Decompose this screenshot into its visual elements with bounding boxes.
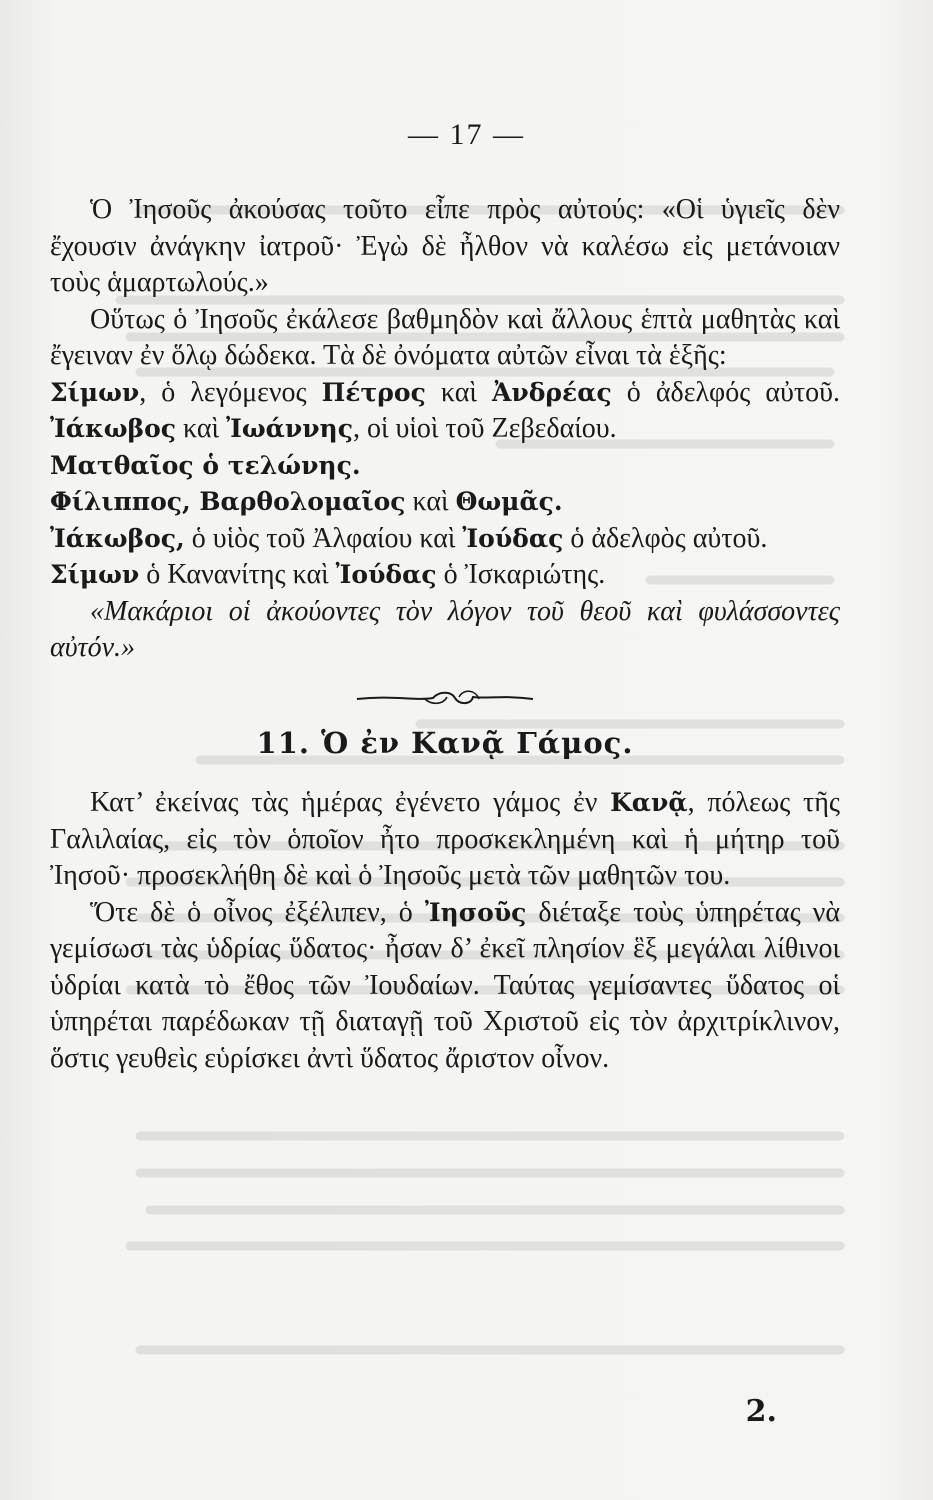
bold-name: Σίμων <box>50 560 140 589</box>
bold-name: Ἰούδας <box>462 523 564 553</box>
text-run: Κατ’ ἐκείνας τὰς ἡμέρας ἐγένετο γάμος ἐν <box>90 787 611 818</box>
bold-name: Φίλιππος, Βαρθολομαῖος <box>50 487 406 516</box>
section-paragraph <box>50 895 840 1078</box>
paragraph: Ὁ Ἰησοῦς ἀκούσας τοῦτο εἶπε πρὸς αὐτούς: «Οἱ ὑγιεῖς δὲν ἔχουσιν ἀνάγκην ἰατροῦ· Ἐγὼ δὲ ἦλθον νὰ καλέσω εἰς μετάνοιαν τοὺς ἁμαρτωλούς.» <box>50 194 840 298</box>
scripture-quote: «Μακάριοι οἱ ἀκούοντες τὸν λόγον τοῦ θεοῦ καὶ φυλάσσοντες αὐτόν.» <box>50 595 840 663</box>
text-run: ὁ Ἰσκαριώτης. <box>436 559 606 590</box>
text-run: , ὁ λεγόμενος <box>139 376 322 408</box>
decorative-divider-icon <box>355 683 535 713</box>
text-run: ὁ υἱὸς τοῦ Ἀλφαίου καὶ <box>184 522 463 554</box>
text-run: ὁ Κανανίτης καὶ <box>139 559 336 590</box>
bold-name: Ἰούδας <box>335 560 437 589</box>
bold-name: Ἰησοῦς <box>424 897 527 927</box>
text-run: καὶ <box>176 413 227 444</box>
bold-name: Ἀνδρέας <box>492 377 612 407</box>
text-run: Ὅτε δὲ ὁ οἶνος ἐξέλιπεν, ὁ <box>90 896 425 928</box>
text-run: , πόλεως τῆς Γαλιλαίας, εἰς τὸν ὁποῖον ἦτο προσκεκλημένη καὶ ἡ μήτηρ τοῦ Ἰησοῦ· προσεκλήθη δὲ καὶ ὁ Ἰησοῦς μετὰ τῶν μαθητῶν του. <box>50 787 840 891</box>
text-run: καὶ <box>425 376 493 408</box>
apostle-names-line <box>50 484 840 521</box>
bold-name: Θωμᾶς. <box>455 487 563 516</box>
bold-name: Πέτρος <box>321 377 426 407</box>
bold-name: Σίμων <box>50 377 140 407</box>
section-heading: 11. Ὁ ἐν Κανᾷ Γάμος. <box>256 725 634 760</box>
printer-signature-mark: 2. <box>745 1394 777 1429</box>
text-run: διέταξε τοὺς ὑπηρέτας νὰ γεμίσωσι τὰς ὑδρίας ὕδατος· ἦσαν δ’ ἐκεῖ πλησίον ἓξ μεγάλαι λίθινοι ὑδρίαι κατὰ τὸ ἔθος τῶν Ἰουδαίων. Ταύτας γεμίσαντες ὕδατος οἱ ὑπηρέται παρέδωκαν τῇ διαταγῇ τοῦ Χριστοῦ εἰς τὸν ἀρχιτρίκλινον, ὅστις γευθεὶς εὑρίσκει ἀντὶ ὕδατος ἄριστον οἶνον. <box>50 896 841 1074</box>
bold-name: Ἰάκωβος <box>50 414 177 443</box>
bold-name: Ἰάκωβος, <box>50 523 185 553</box>
bold-name: Ματθαῖος ὁ τελώνης. <box>50 450 361 480</box>
paragraph: Οὕτως ὁ Ἰησοῦς ἐκάλεσε βαθμηδὸν καὶ ἄλλους ἑπτὰ μαθητὰς καὶ ἔγειναν ἐν ὅλῳ δώδεκα. Τὰ δὲ ὀνόματα αὐτῶν εἶναι τὰ ἑξῆς: <box>50 303 840 371</box>
text-run: ὁ ἀδελφός αὐτοῦ. <box>611 376 840 408</box>
text-run: καὶ <box>405 486 456 517</box>
text-run: , οἱ υἱοὶ τοῦ Ζεβεδαίου. <box>352 413 617 444</box>
apostle-names-line <box>50 448 840 485</box>
apostle-names-line <box>50 557 840 594</box>
apostle-names-line <box>50 375 840 448</box>
section-paragraph <box>50 785 840 895</box>
bold-name: Κανᾷ <box>610 788 688 817</box>
text-run: ὁ ἀδελφὸς αὐτοῦ. <box>563 522 768 554</box>
bold-name: Ἰωάννης <box>226 414 353 443</box>
apostle-names-line <box>50 521 840 558</box>
page-number: — 17 — <box>408 118 525 151</box>
main-text <box>50 192 840 1077</box>
